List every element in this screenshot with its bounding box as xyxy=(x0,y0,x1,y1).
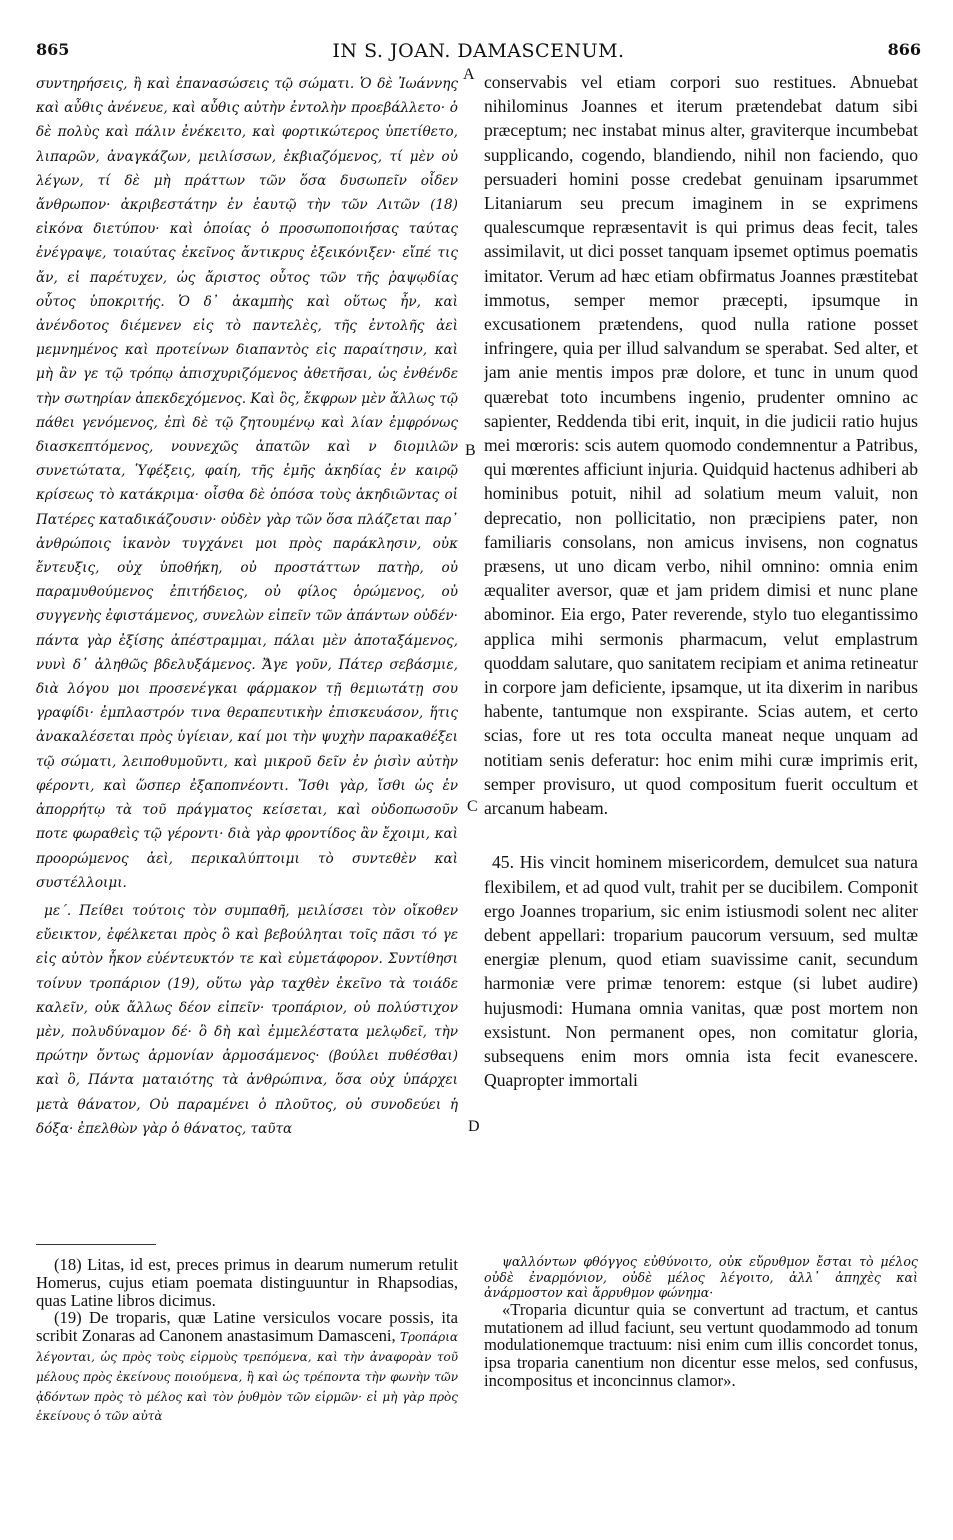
footnote-divider xyxy=(36,1244,156,1245)
greek-column xyxy=(36,72,458,1238)
column-marker-b: B xyxy=(465,442,476,459)
greek-paragraph-2: με΄. Πείθει τούτοις τὸν συμπαθῆ, μειλίσσει τὸν οἴκοθεν εὔεικτον, ἐφέλκεται πρὸς ὃ καὶ βεβούληται τοῖς πᾶσι τό γε εἰς αὐτὸν ἧκον εὐέντευκτόν τε καὶ εὐμετάφορον. Συντίθησι τοίνυν τροπάριον (19), οὕτω γὰρ ταχθὲν ἐκεῖνο τὰ τοιάδε καλεῖν, οὐκ ἄλλως δέον εἰπεῖν· τροπάριον, οὐ πολύστιχον μὲν, πολυδύναμον δέ· ὃ δὴ καὶ ἐμμελέστατα μελῳδεῖ, τὴν πρώτην ὄντως ἁρμονίαν ἁρμοσάμενος· (βούλει πυθέσθαι) καὶ ὃ, Πάντα ματαιότης τὰ ἀνθρώπινα, ὅσα οὐχ ὑπάρχει μετὰ θάνατον, Οὐ παραμένει ὁ πλοῦτος, οὐ συνοδεύει ἡ δόξα· ἐπελθὼν γὰρ ὁ θάνατος, ταῦτα xyxy=(36,902,458,1137)
page-number-right: 866 xyxy=(887,40,921,59)
footnote-18: (18) Litas, id est, preces primus in dearum numerum retulit Homerus, cujus etiam poemata distinguuntur in Rhapsodias, quas Latine libros dicimus. xyxy=(36,1256,458,1310)
footnotes-right xyxy=(484,1254,918,1484)
footnote-19 xyxy=(36,1309,458,1426)
footnote-19-greek: Τροπάρια λέγονται, ὡς πρὸς τοὺς εἱρμοὺς τρεπόμενα, καὶ τὴν ἀναφορὰν τοῦ μέλους πρὸς ἐκείνους ποιούμενα, ἢ καὶ ὡς τρέποντα τὴν φωνὴν τῶν ᾀδόντων πρὸς τὸ μέλος καὶ τὸν ῥυθμὸν τῶν εἱρμῶν· εἰ μὴ γὰρ πρὸς ἐκείνους ὁ τῶν αὐτὰ xyxy=(36,1330,458,1424)
footnote-right-latin: «Troparia dicuntur quia se convertunt ad tractum, et cantus mutationem ad illud faciunt, seu vertunt quodammodo ad tonum modulationemque tractuum: nisi enim cum illis concordet tonus, ipsa troparia canentium non dicentur esse melos, sed confusus, incompositus et inconcinnus clamor». xyxy=(484,1299,918,1390)
column-marker-a: A xyxy=(463,66,475,83)
footnote-19-latin: (19) De troparis, quæ Latine versiculos vocare possis, ita scribit Zonaras ad Canonem anastasimum Damasceni, xyxy=(36,1308,458,1346)
latin-paragraph-1: conservabis vel etiam corpori suo restitues. Abnuebat nihilominus Joannes et iterum prætendebat datum sibi præceptum; nec instabat minus alter, graviterque incumbebat supplicando, cogendo, blandiendo, nihil non faciendo, quo persuaderi homini posse credebat genuinam ipsarummet Litaniarum seu precum imaginem in se exprimens qualescumque repræsentavit is qui primus deas fecit, tales assimilavit, ut dici posset tanquam ipsemet optimus poematis imitator. Verum ad hæc etiam obfirmatus Joannes præstitebat immotus, semper memor præcepti, ipsumque in excusationem prætendens, quod nulla ratione posset infringere, quia per illud salvandum se sperabat. Sed alter, et jam anie mentis impos præ dolore, et tunc in unum quod quærebat toto incumbens ingenio, prudenter omnino ac sapienter, Reddenda tibi erit, inquit, in die judicii ratio hujus mei mœroris: scis autem quomodo condemnentur a Patribus, qui mœrentes afficiunt injuria. Quidquid hactenus adhiberi ab hominibus potuit, nihil ad solatium meum valuit, non deprecatio, non pollicitatio, non præcipiens pater, non familiaris consolans, non amicus invisens, non cognatus præsens, ut uno dicam verbo, nihil omnino: omnia enim æqualiter aversor, quæ et jam pridem dimisi et nunc plane abominor. Eia ergo, Pater reverende, stylo tuo elegantissimo applica mihi sermonis pharmacum, velut emplastrum quoddam salutare, quo sanitatem recipiam et anima retineatur in corpore jam deficiente, ipsamque, ut ita dixerim in naribus habente, tantumque non exspirante. Scias autem, et certo scias, fore ut res tota occulta maneat neque unquam ad notitiam senis deferatur: hoc enim mihi curæ imprimis erit, semper provisuro, ut quod compositum fuerit occultum et arcanum habeam. xyxy=(484,72,918,819)
page-header xyxy=(36,40,921,64)
column-marker-d: D xyxy=(468,1118,480,1135)
footnotes-left xyxy=(36,1256,458,1496)
page-number-left: 865 xyxy=(36,40,70,59)
latin-paragraph-2: 45. His vincit hominem misericordem, demulcet sua natura flexibilem, et ad quod vult, trahit per se ducibilem. Componit ergo Joannes troparium, sic enim istiusmodi solent nec aliter debent appellari: troparium paucorum versuum, sed multæ energiæ plenum, quod etiam suavissime canit, secundum harmoniæ vere primæ tenorem: estque (si lubet audire) hujusmodi: Humana omnia vanitas, quæ post mortem non exsistunt. Non permanent opes, non comitatur gloria, subsequens enim mors omnia ista fecit evanescere. Quapropter immortali xyxy=(484,852,918,1091)
column-marker-c: C xyxy=(467,798,478,815)
running-title: IN S. JOAN. DAMASCENUM. xyxy=(332,40,625,62)
footnote-right-greek: ψαλλόντων φθόγγος εὐθύνοιτο, οὐκ εὔρυθμον ἔσται τὸ μέλος οὐδὲ ἐναρμόνιον, οὐδὲ μέλος λέγοιτο, ἀλλ᾽ ἀπηχὲς καὶ ἀνάρμοστον καὶ ἄρρυθμον φώνημα· xyxy=(484,1254,918,1301)
latin-column xyxy=(484,70,918,1238)
greek-paragraph-1: συντηρήσεις, ἢ καὶ ἐπανασώσεις τῷ σώματι. Ὁ δὲ Ἰωάννης καὶ αὖθις ἀνένευε, καὶ αὖθις αὐτὴν ἐντολὴν προεβάλλετο· ὁ δὲ πολὺς καὶ πάλιν ἐνέκειτο, καὶ φορτικώτερος ὑπετίθετο, λιπαρῶν, ἀναγκάζων, μειλίσσων, ἐκβιαζόμενος, τί μὲν οὐ λέγων, τί δὲ μὴ πράττων τῶν ὅσα δυσωπεῖν οἶδεν ἄνθρωπον· ἀκριβεστάτην ἐν ἑαυτῷ τὴν τῶν Λιτῶν (18) εἰκόνα διετύπου· καὶ ὁποίας ὁ προσωποποιήσας ταύτας ἐνέγραψε, τοιαύτας ἐκεῖνος ἄντικρυς ἐξεικόνιξεν· εἴπέ τις ἄν, εἰ παρέτυχεν, ὡς ἄριστος οὗτος τῶν τῆς ῥαψῳδίας οὗτος ὑποκριτής. Ὁ δ᾽ ἀκαμπὴς καὶ οὕτως ἦν, καὶ ἀνένδοτος διέμενεν εἰς τὸ παντελὲς, τῆς ἐντολῆς ἀεὶ μεμνημένος καὶ προτείνων διαπαντὸς εἰς παραίτησιν, καὶ μὴ ἂν γε τῷ τρόπῳ ἀπισχυριζόμενος ἀθετῆσαι, ὡς ἐνθένδε τὴν σωτηρίαν ἀπεκδεχόμενος. Καὶ ὃς, ἔκφρων μὲν ἄλλως τῷ πάθει γενόμενος, ἐπὶ δὲ τῷ ζητουμένῳ καὶ λίαν ἐμφρόνως διασκεπτόμενος, νουνεχῶς ἀπατῶν καὶ ν διομιλῶν συνετώτατα, Ὑφέξεις, φαίη, τῆς ἐμῆς ἀκηδίας ἐν καιρῷ κρίσεως τὸ κατάκριμα· οἶσθα δὲ ὁπόσα τοὺς ἀκηδιῶντας οἱ Πατέρες καταδικάζουσιν· οὐδὲν γὰρ τῶν ὅσα πλάζεται παρ᾽ ἀνθρώποις ἱκανὸν τυγχάνει μοι πρὸς παράκλησιν, οὐκ ἔντευξις, οὐχ ὑποθήκη, οὐ προστάττων πατὴρ, οὐ παραμυθούμενος ἐπιτήδειος, οὐ φίλος ὁρώμενος, οὐ συγγενὴς ἐφιστάμενος, συνελὼν εἰπεῖν τῶν ἁπάντων οὐδέν· πάντα γὰρ ἐξίσης ἀπέστραμμαι, πάλαι μὲν ἀποταξάμενος, νυνὶ δ᾽ ἀληθῶς βδελυξάμενος. Ἄγε γοῦν, Πάτερ σεβάσμιε, διὰ λόγου μοι προσενέγκαι φάρμακον τῇ θεμιωτάτῃ σου γραφίδι· ἐμπλαστρόν τινα θεραπευτικὴν ἐπισκευάσον, ἥτις ἀνακαλέσεται πρὸς ὑγίειαν, καί μοι τὴν ψυχὴν παρακαθέξει τῷ σώματι, λειποθυμοῦντι, καὶ μικροῦ δεῖν ἐν ῥισὶν αὐτὴν φέροντι, καὶ ὥσπερ ἐξαποπνέοντι. Ἴσθι γὰρ, ἴσθι ὡς ἐν ἀπορρήτῳ τὰ τοῦ πράγματος κείσεται, καὶ οὐδοπωσοῦν ποτε φωραθεὶς τῷ γέροντι· διὰ γὰρ φροντίδος ἂν ἔχοιμι, καὶ προορώμενος ἀεὶ, περικαλύπτοιμι τὸ συντεθὲν καὶ συστέλλοιμι. xyxy=(36,76,458,891)
